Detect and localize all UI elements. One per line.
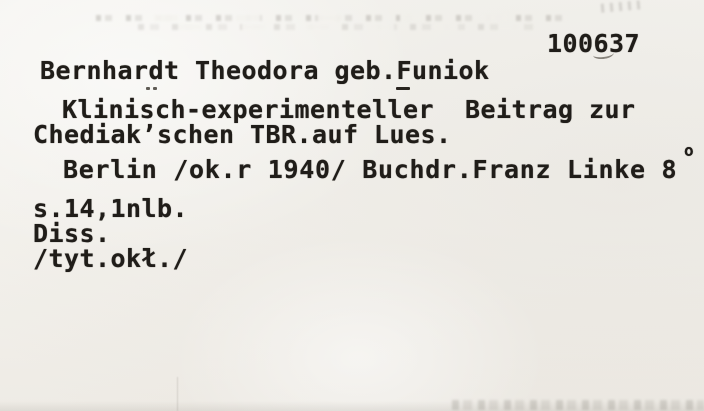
accession-number: 100637 — [547, 29, 641, 58]
correction-marks — [146, 87, 150, 90]
cover-title-note-line: /tyt.okł./ — [33, 244, 189, 273]
underline-mark — [396, 87, 410, 90]
thesis-note-line: Diss. — [33, 219, 111, 248]
pencil-smudge-top-right — [601, 0, 642, 12]
pencil-tick-mark — [593, 48, 615, 59]
ghost-typing-row-2 — [138, 24, 542, 30]
ghost-typing-row-1 — [96, 15, 566, 21]
author-line: Bernhardt Theodora geb.Funiok — [40, 56, 490, 85]
collation-line: s.14,1nlb. — [33, 194, 189, 223]
scan-bottom-edge — [0, 401, 704, 411]
title-line-1: Klinisch-experimenteller Beitrag zur — [62, 95, 636, 124]
imprint-line: Berlin /ok.r 1940/ Buchdr.Franz Linke 8 — [63, 155, 678, 184]
title-line-2: Chediak’schen TBR.auf Lues. — [33, 120, 452, 149]
format-superscript: o — [684, 141, 695, 160]
